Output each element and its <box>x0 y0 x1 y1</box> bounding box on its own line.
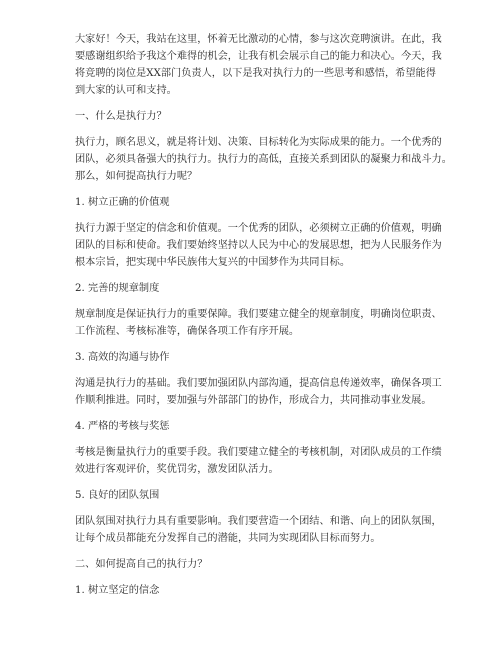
text-line: 团队的目标和使命。我们要始终坚持以人民为中心的发展思想，把为人民服务作为 <box>75 240 442 251</box>
body-paragraph <box>75 220 440 271</box>
text-line: 执行力源于坚定的信念和价值观。一个优秀的团队，必须树立正确的价值观，明确 <box>75 223 442 234</box>
body-paragraph <box>75 513 440 547</box>
heading-text: 一、什么是执行力？ <box>75 111 167 122</box>
intro-paragraph <box>75 31 440 99</box>
text-line: 团队氛围对执行力具有重要影响。我们要营造一个团结、和谐、向上的团队氛围， <box>75 516 442 527</box>
text-line: 执行力，顾名思义，就是将计划、决策、目标转化为实际成果的能力。一个优秀的 <box>75 137 442 148</box>
heading-text: 2. 完善的规章制度 <box>75 283 160 294</box>
heading-text: 5. 良好的团队氛围 <box>75 490 160 501</box>
text-line: 效进行客观评价，奖优罚劣，激发团队活力。 <box>75 464 279 475</box>
body-paragraph <box>75 444 440 478</box>
section-heading <box>75 108 440 125</box>
text-line: 团队，必须具备强大的执行力。执行力的高低，直接关系到团队的凝聚力和战斗力。 <box>75 154 452 165</box>
text-line: 到大家的认可和支持。 <box>75 85 177 96</box>
heading-text: 1. 树立正确的价值观 <box>75 197 170 208</box>
text-line: 大家好！今天，我站在这里，怀着无比激动的心情，参与这次竞聘演讲。在此，我 <box>75 34 442 45</box>
subsection-heading <box>75 194 440 211</box>
subsection-heading <box>75 582 440 599</box>
heading-text: 1. 树立坚定的信念 <box>75 585 160 596</box>
text-line: 作顺利推进。同时，要加强与外部部门的协作，形成合力，共同推动事业发展。 <box>75 395 432 406</box>
text-line: 要感谢组织给予我这个难得的机会，让我有机会展示自己的能力和决心。今天，我 <box>75 51 442 62</box>
text-line: 工作流程、考核标准等，确保各项工作有序开展。 <box>75 326 300 337</box>
subsection-heading <box>75 349 440 366</box>
text-line: 规章制度是保证执行力的重要保障。我们要建立健全的规章制度，明确岗位职责、 <box>75 309 442 320</box>
heading-text: 3. 高效的沟通与协作 <box>75 352 170 363</box>
body-paragraph <box>75 134 452 185</box>
subsection-heading <box>75 487 440 504</box>
text-line: 根本宗旨，把实现中华民族伟大复兴的中国梦作为共同目标。 <box>75 257 351 268</box>
text-line: 将竞聘的岗位是XX部门负责人，以下是我对执行力的一些思考和感悟，希望能得 <box>75 68 436 79</box>
text-line: 让每个成员都能充分发挥自己的潜能，共同为实现团队目标而努力。 <box>75 533 381 544</box>
heading-text: 4. 严格的考核与奖惩 <box>75 421 170 432</box>
text-line: 考核是衡量执行力的重要手段。我们要建立健全的考核机制，对团队成员的工作绩 <box>75 447 442 458</box>
heading-text: 二、如何提高自己的执行力？ <box>75 559 208 570</box>
section-heading <box>75 556 440 573</box>
document-page <box>75 31 452 608</box>
body-paragraph <box>75 306 440 340</box>
text-line: 那么，如何提高执行力呢？ <box>75 171 198 182</box>
subsection-heading <box>75 280 440 297</box>
subsection-heading <box>75 418 440 435</box>
text-line: 沟通是执行力的基础。我们要加强团队内部沟通，提高信息传递效率，确保各项工 <box>75 378 442 389</box>
body-paragraph <box>75 375 440 409</box>
